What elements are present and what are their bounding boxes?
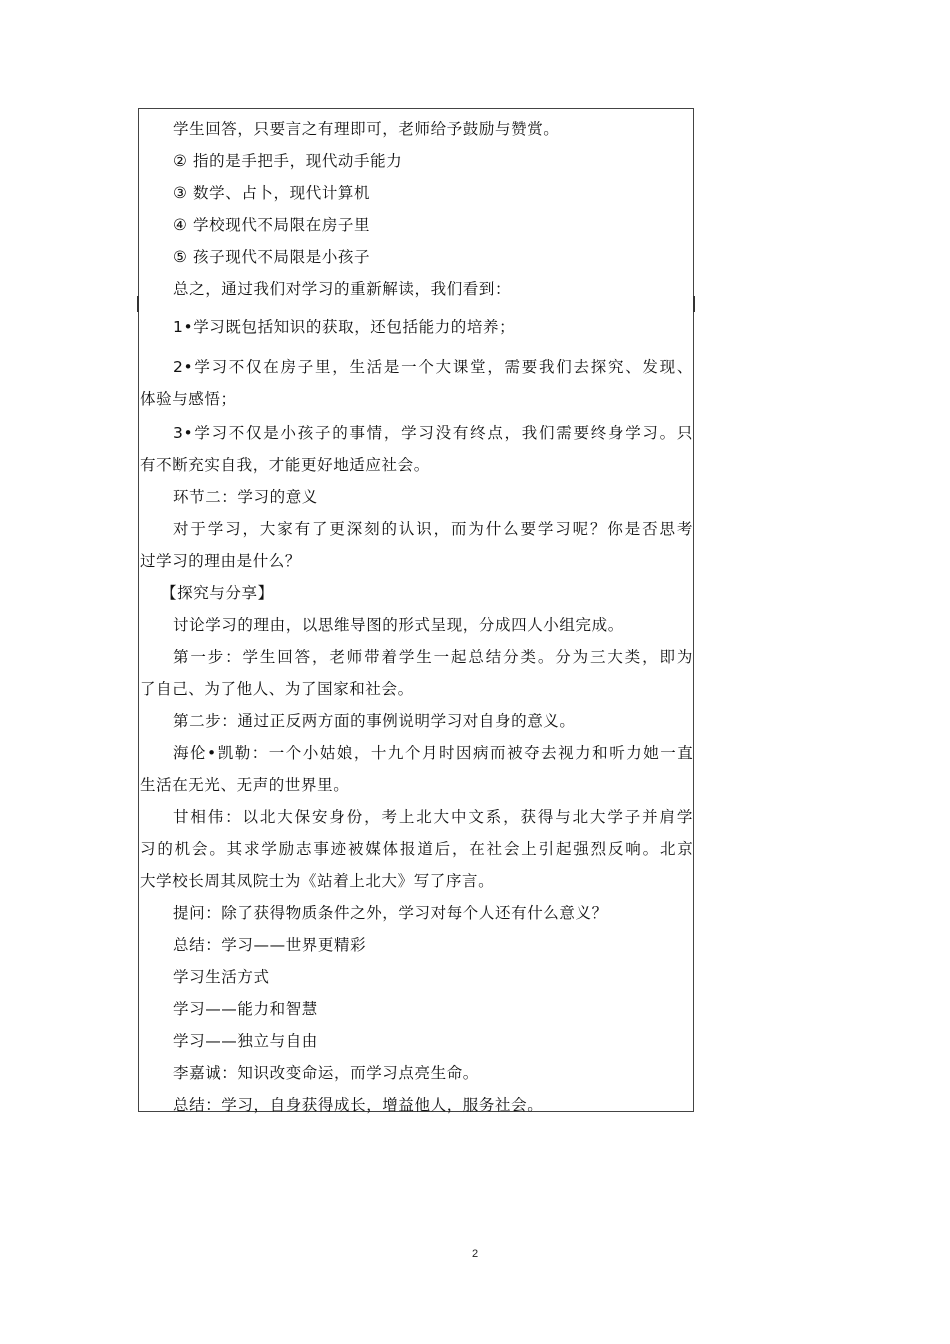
- section-heading: 【探究与分享】: [161, 584, 274, 602]
- text-line: 学习生活方式: [173, 968, 270, 986]
- text-line: 学习——能力和智慧: [173, 1000, 318, 1018]
- text-line: 学生回答，只要言之有理即可，老师给予鼓励与赞赏。: [173, 120, 560, 138]
- table-edge-mark: [137, 296, 139, 312]
- text-line: 讨论学习的理由，以思维导图的形式呈现，分成四人小组完成。: [173, 616, 624, 634]
- text-line: 海伦•凯勒：一个小姑娘，十九个月时因病而被夺去视力和听力她一直: [173, 744, 693, 762]
- table-edge-mark: [693, 296, 695, 312]
- text-line: 学习——独立与自由: [173, 1032, 318, 1050]
- text-line: 3•学习不仅是小孩子的事情，学习没有终点，我们需要终身学习。只: [173, 424, 693, 442]
- text-line: 总结：学习——世界更精彩: [173, 936, 367, 954]
- lesson-table-cell: [138, 108, 694, 1112]
- text-line: 2•学习不仅在房子里，生活是一个大课堂，需要我们去探究、发现、: [173, 358, 693, 376]
- text-line: 第一步：学生回答，老师带着学生一起总结分类。分为三大类，即为: [173, 648, 693, 666]
- text-line: 提问：除了获得物质条件之外，学习对每个人还有什么意义？: [173, 904, 608, 922]
- text-line: 生活在无光、无声的世界里。: [140, 776, 350, 794]
- text-line: 对于学习，大家有了更深刻的认识，而为什么要学习呢？你是否思考: [173, 520, 693, 538]
- text-line: 甘相伟：以北大保安身份，考上北大中文系，获得与北大学子并肩学: [173, 808, 693, 826]
- text-line: 体验与感悟；: [140, 390, 237, 408]
- text-line: 1•学习既包括知识的获取，还包括能力的培养；: [173, 318, 516, 336]
- text-line: ④ 学校现代不局限在房子里: [173, 216, 371, 234]
- text-line: 李嘉诚：知识改变命运，而学习点亮生命。: [173, 1064, 479, 1082]
- page-number: 2: [471, 1248, 479, 1260]
- text-line: 第二步：通过正反两方面的事例说明学习对自身的意义。: [173, 712, 576, 730]
- text-line: 过学习的理由是什么？: [140, 552, 302, 570]
- text-line: 总之，通过我们对学习的重新解读，我们看到：: [173, 280, 512, 298]
- text-line: ② 指的是手把手，现代动手能力: [173, 152, 403, 170]
- section-heading: 环节二：学习的意义: [173, 488, 318, 506]
- text-line: 有不断充实自我，才能更好地适应社会。: [140, 456, 430, 474]
- text-line: ③ 数学、占卜，现代计算机: [173, 184, 371, 202]
- text-line: ⑤ 孩子现代不局限是小孩子: [173, 248, 371, 266]
- text-line: 习的机会。其求学励志事迹被媒体报道后，在社会上引起强烈反响。北京: [140, 840, 693, 858]
- text-line: 了自己、为了他人、为了国家和社会。: [140, 680, 414, 698]
- text-line: 总结：学习，自身获得成长，增益他人，服务社会。: [173, 1096, 544, 1114]
- text-line: 大学校长周其凤院士为《站着上北大》写了序言。: [140, 872, 495, 890]
